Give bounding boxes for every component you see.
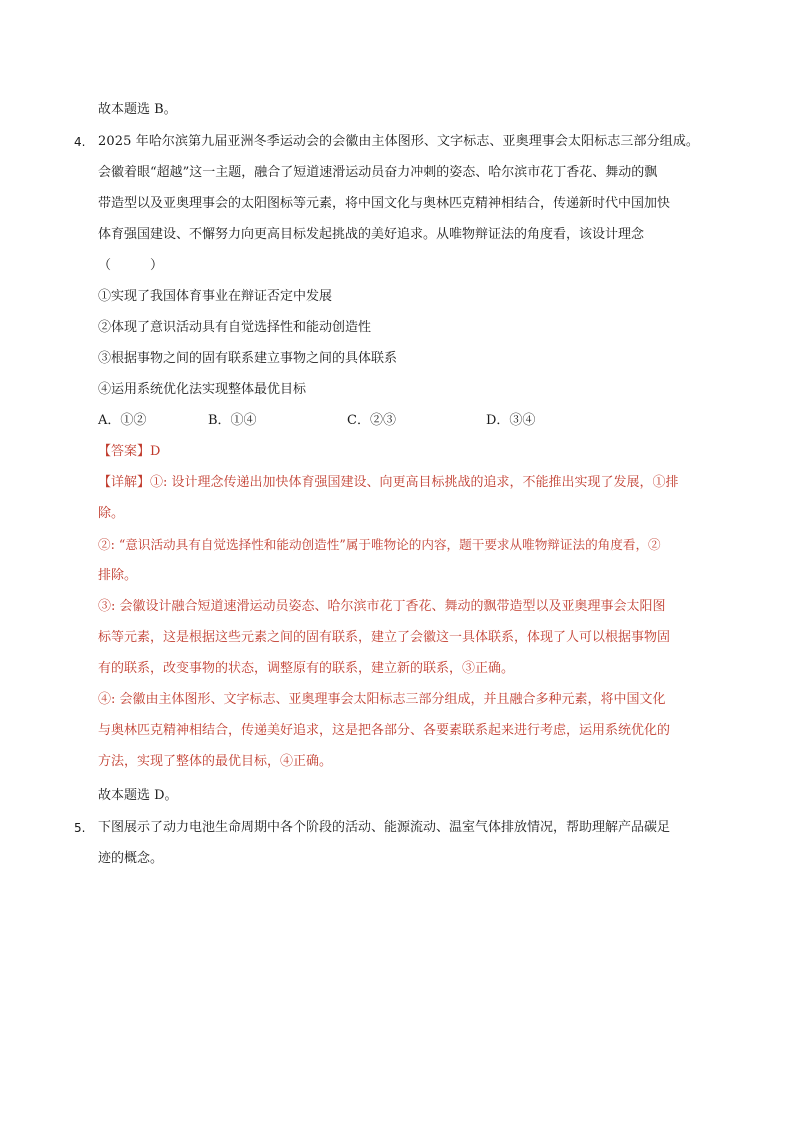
- q4-options: [0, 411, 794, 431]
- q4-detail-line-5: ③: 会徽设计融合短道速滑运动员姿态、哈尔滨市花丁香花、舞动的飘带造型以及亚奥理事会太阳图: [98, 599, 666, 614]
- q4-statement-2: ②体现了意识活动具有自觉选择性和能动创造性: [98, 320, 372, 335]
- q4-answer-paren: （ ）: [98, 258, 164, 273]
- q4-stem-line-1: 2025 年哈尔滨第九届亚洲冬季运动会的会徽由主体图形、文字标志、亚奥理事会太阳标志三部分组成。: [98, 134, 700, 149]
- q4-statement-1: ①实现了我国体育事业在辩证否定中发展: [98, 289, 333, 304]
- q4-stem-line-2: 会徽着眼“超越”这一主题，融合了短道速滑运动员奋力冲刺的姿态、哈尔滨市花丁香花、舞动的飘: [98, 165, 658, 180]
- q4-conclusion: 故本题选 D。: [98, 788, 178, 803]
- q4-stem-line-3: 带造型以及亚奥理事会的太阳图标等元素，将中国文化与奥林匹克精神相结合，传递新时代中国加快: [98, 196, 671, 211]
- q4-option-d: D．③④: [486, 413, 536, 428]
- q4-detail-label: 【详解】: [98, 475, 151, 490]
- q4-number: 4.: [74, 135, 86, 149]
- q4-detail-line-2: 除。: [98, 506, 125, 521]
- q4-stem-line-4: 体育强国建设、不懈努力向更高目标发起挑战的美好追求。从唯物辩证法的角度看，该设计理念: [98, 227, 645, 242]
- q4-option-b: B．①④: [208, 413, 257, 428]
- q4-detail-line-4: 排除。: [98, 568, 138, 583]
- q4-detail-line-8: ④: 会徽由主体图形、文字标志、亚奥理事会太阳标志三部分组成，并且融合多种元素，将中国文化: [98, 692, 666, 707]
- q4-detail-line-9: 与奥林匹克精神相结合，传递美好追求，这是把各部分、各要素联系起来进行考虑，运用系统优化的: [98, 723, 671, 738]
- q4-detail-line-7: 有的联系，改变事物的状态，调整原有的联系，建立新的联系，③正确。: [98, 661, 515, 676]
- q4-option-c: C．②③: [347, 413, 396, 428]
- q5-stem-line-1: 下图展示了动力电池生命周期中各个阶段的活动、能源流动、温室气体排放情况，帮助理解产品碳足: [98, 820, 671, 835]
- q4-statement-3: ③根据事物之间的固有联系建立事物之间的具体联系: [98, 351, 398, 366]
- q4-detail-line-10: 方法，实现了整体的最优目标，④正确。: [98, 754, 333, 769]
- q4-answer: 【答案】D: [98, 444, 161, 459]
- q3-conclusion: 故本题选 B。: [98, 102, 177, 117]
- q5-stem-line-2: 迹的概念。: [98, 851, 164, 866]
- q5-number: 5.: [74, 821, 86, 835]
- q4-option-a: A．①②: [98, 413, 147, 428]
- q4-detail-line-3: ②: “意识活动具有自觉选择性和能动创造性”属于唯物论的内容，题干要求从唯物辩证法的角度看，②: [98, 537, 661, 552]
- q4-detail-line-6: 标等元素，这是根据这些元素之间的固有联系，建立了会徽这一具体联系，体现了人可以根据事物固: [98, 630, 671, 645]
- q4-detail-line-1: [98, 473, 679, 493]
- q4-statement-4: ④运用系统优化法实现整体最优目标: [98, 382, 307, 397]
- q4-detail-text-1: ①: 设计理念传递出加快体育强国建设、向更高目标挑战的追求，不能推出实现了发展，①排: [150, 475, 679, 490]
